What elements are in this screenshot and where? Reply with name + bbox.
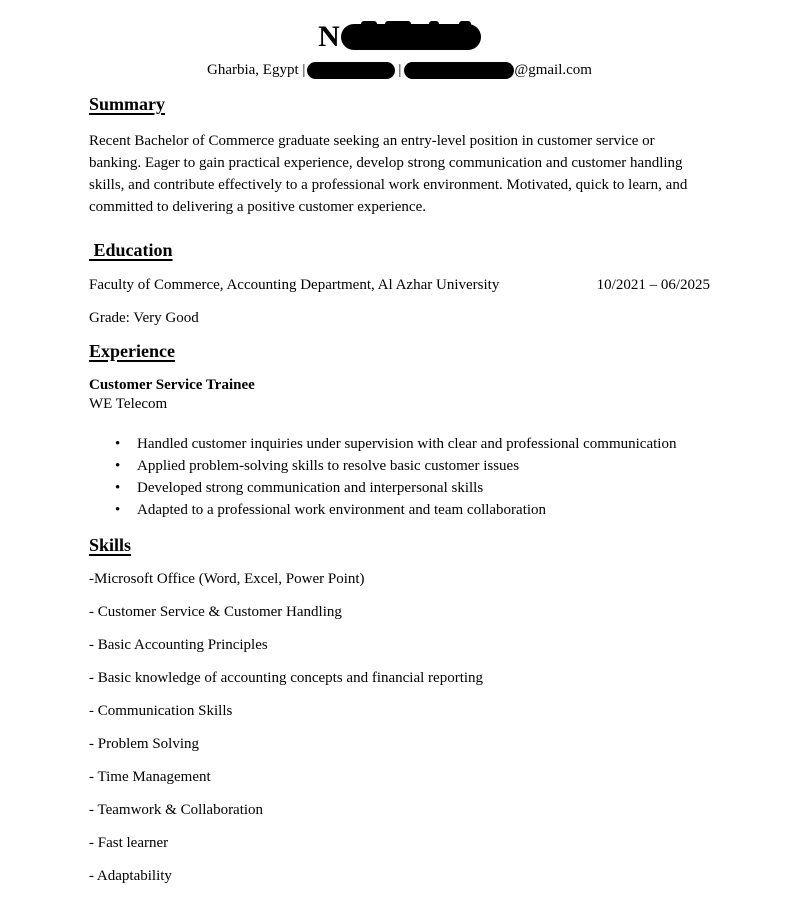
experience-heading [89,341,710,362]
job-title: Customer Service Trainee [89,377,255,393]
redacted-phone-bar [307,62,395,79]
job-company: WE Telecom [89,396,168,412]
job-bullet-list [89,433,710,521]
skill-item: - Teamwork & Collaboration [89,802,264,818]
contact-separator: | [398,62,402,79]
skill-item: -Microsoft Office (Word, Excel, Power Point) [89,571,365,587]
skills-heading [89,535,710,556]
skill-item: - Adaptability [89,868,172,884]
redacted-email-bar [404,62,514,79]
skill-item: - Problem Solving [89,736,200,752]
education-dates: 10/2021 – 06/2025 [596,277,710,293]
section-summary [89,94,710,218]
skill-item: - Fast learner [89,835,169,851]
redaction-ascender-mark [459,21,471,29]
education-entry [89,276,710,294]
skill-item: - Basic Accounting Principles [89,637,268,653]
contact-email-domain: @gmail.com [514,62,592,79]
section-skills [89,535,710,885]
skill-item: - Customer Service & Customer Handling [89,604,342,620]
name-initial: N [318,20,340,53]
skill-item: - Time Management [89,769,211,785]
education-grade: Grade: Very Good [89,310,199,326]
summary-paragraph: Recent Bachelor of Commerce graduate seeking an entry-level position in customer service or banking. Eager to gain practical experience, develop strong communication and customer handling skills, and contribute effectively to a professional work environment. Motivated, quick to learn, and committed to delivering a positive customer experience. [89,133,688,215]
skills-heading-text: Skills [89,535,132,555]
job-bullet: • Developed strong communication and interpersonal skills [89,477,710,499]
education-heading-text: Education [89,240,173,260]
skill-item: - Communication Skills [89,703,233,719]
experience-heading-text: Experience [89,341,175,361]
redacted-name-bar [341,24,481,50]
job-bullet: • Adapted to a professional work environment and team collaboration [89,499,710,521]
summary-heading [89,94,710,115]
education-institution: Faculty of Commerce, Accounting Department, Al Azhar University [89,277,500,293]
job-bullet: • Applied problem-solving skills to resolve basic customer issues [89,455,710,477]
contact-location: Gharbia, Egypt | [207,62,306,79]
name-header [89,20,710,52]
education-heading [89,240,710,261]
section-education [89,240,710,327]
redaction-ascender-mark [361,21,377,29]
skill-item: - Basic knowledge of accounting concepts and financial reporting [89,670,484,686]
summary-heading-text: Summary [89,94,165,114]
job-bullet: • Handled customer inquiries under supervision with clear and professional communication [89,433,710,455]
contact-line [89,62,710,82]
redaction-ascender-mark [429,21,439,29]
redaction-ascender-mark [385,21,411,29]
section-experience [89,341,710,521]
